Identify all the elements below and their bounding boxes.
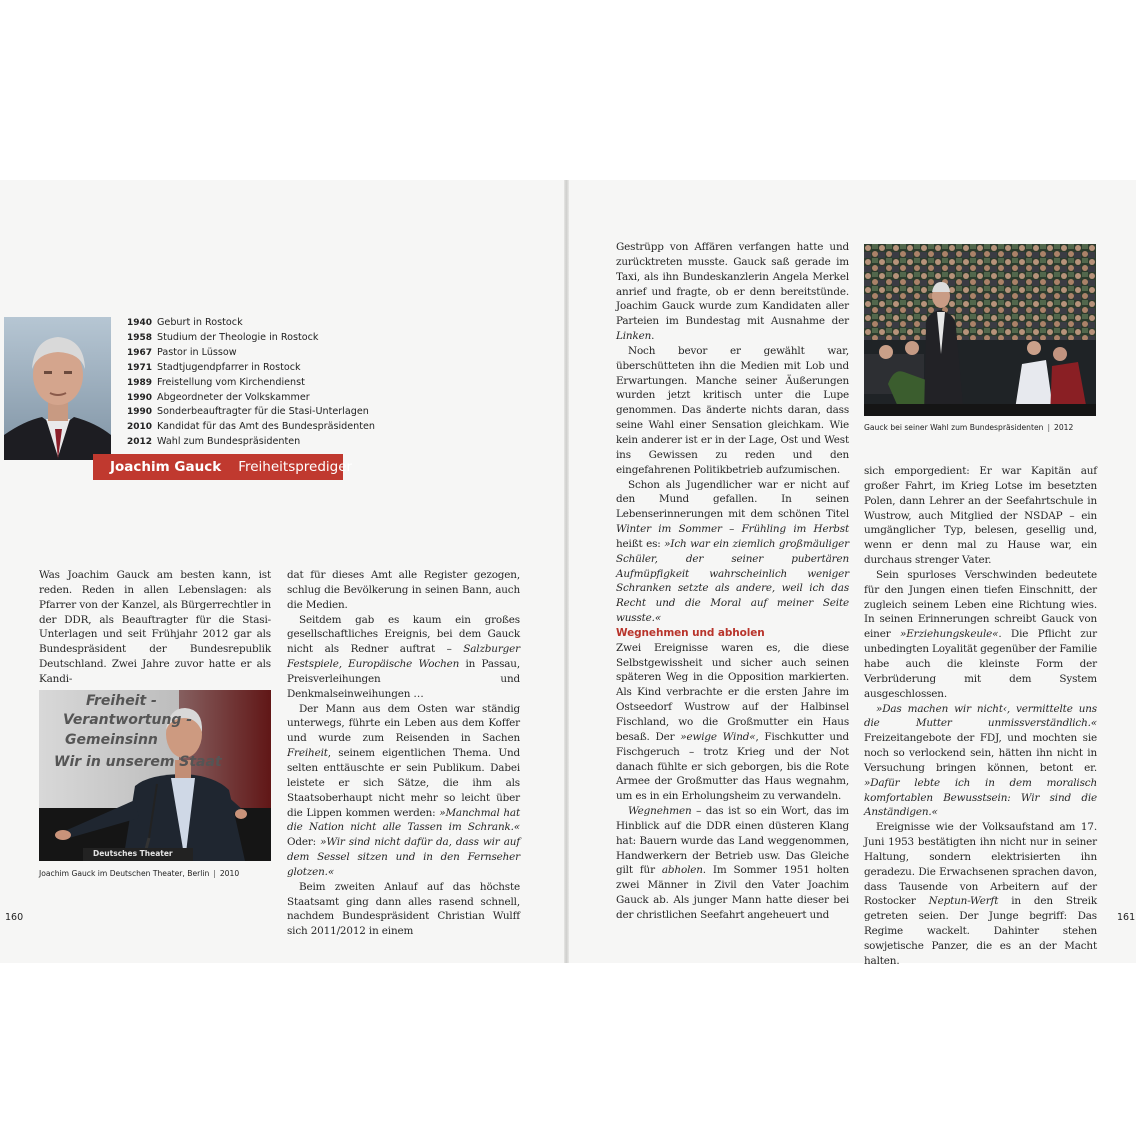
- timeline-event: Wahl zum Bundespräsidenten: [157, 436, 301, 448]
- timeline-event: Geburt in Rostock: [157, 317, 243, 328]
- timeline-event: Stadtjugendpfarrer in Rostock: [157, 361, 301, 373]
- sign-line-1: Freiheit -: [86, 693, 157, 709]
- paragraph: Ereignisse wie der Volksaufstand am 17. Juni 1953 bestätigten ihn nicht nur in seiner Haltung, sondern elektrisierten ihn geradezu. Die Erwachsenen sprachen davon, dass Tausende von Arbeitern auf der Rostocker Neptun-Werft in den Streik getreten seien. Der Junge begriff: Das Regime wackelt. Dahinter stehen sowjetische Panzer, die es an der Macht halten.: [864, 821, 1097, 967]
- timeline-event: Kandidat für das Amt des Bundespräsidenten: [157, 421, 375, 433]
- timeline-year: 1990: [127, 407, 153, 418]
- paragraph: Gestrüpp von Affären verfangen hatte und zurücktreten musste. Gauck saß gerade im Taxi, als ihn Bundeskanzlerin Angela Merkel anrief und fragte, ob er denn bereitstünde. Joachim Gauck wurde zum Kandidaten aller Parteien im Bundestag mit Ausnahme der Linken.: [616, 241, 849, 343]
- timeline-year: 1967: [127, 347, 153, 358]
- timeline-entry: [127, 346, 375, 361]
- timeline-year: 1990: [127, 392, 153, 403]
- sign-line-2: Verantwortung -: [63, 712, 193, 728]
- timeline-entry: [127, 361, 375, 376]
- book-gutter: [564, 180, 569, 963]
- paragraph: sich emporgedient: Er war Kapitän auf großer Fahrt, im Krieg Lotse im besetzten Polen, dann Lehrer an der Seefahrtschule in Wustrow, auch Mitglied der NSDAP – ein umgänglicher Typ, belesen, gesellig und, wenn er denn mal zu Hause war, ein durchaus strenger Vater.: [864, 465, 1097, 567]
- timeline-entry: [127, 435, 375, 450]
- paragraph: Seitdem gab es kaum ein großes gesellschaftliches Ereignis, bei dem Gauck nicht als Redner auftrat – Salzburger Festspiele, Europäische Wochen in Passau, Preisverleihungen und Denkmalseinweihungen …: [287, 613, 520, 700]
- timeline-event: Studium der Theologie in Rostock: [157, 331, 319, 343]
- timeline-entry: [127, 391, 375, 406]
- theater-photo: [39, 690, 271, 861]
- page-number-left: 160: [5, 912, 24, 923]
- sign-line-4: Wir in unserem Staat: [54, 754, 222, 770]
- text-column-4: [864, 464, 1097, 969]
- paragraph: dat für dieses Amt alle Register gezogen, schlug die Bevölkerung in seinen Bann, auch die Medien.: [287, 569, 520, 611]
- sign-line-3: Gemeinsinn: [65, 732, 158, 748]
- timeline-event: Pastor in Lüssow: [157, 346, 237, 358]
- paragraph: Sein spurloses Verschwinden bedeutete für den Jungen einen tiefen Einschnitt, der zugleich seinem Leben eine Richtung wies. In seinen Erinnerungen schreibt Gauck von einer »Erziehungskeule«. Die Pflicht zur unbedingten Loyalität gegenüber der Familie habe auch die kleinste Form der Verbrüderung mit dem System ausgeschlossen.: [864, 568, 1097, 700]
- text-column-3: [616, 240, 849, 923]
- paragraph: »Das machen wir nicht‹, vermittelte uns die Mutter unmissverständlich.« Freizeitangebote der FDJ, und mochten sie noch so verlockend sein, hätten ihn nicht in Versuchung bringen können, betont er. »Dafür lebte ich in dem moralisch komfortablen Bewusstsein: Wir sind die Anständigen.«: [864, 702, 1097, 819]
- caption-year: 2012: [1054, 423, 1074, 432]
- caption-text: Joachim Gauck im Deutschen Theater, Berlin: [39, 869, 210, 878]
- timeline-entry: [127, 331, 375, 346]
- paragraph: Was Joachim Gauck am besten kann, ist reden. Reden in allen Lebenslagen: als Pfarrer von der Kanzel, als Bürgerrechtler in der DDR, als Beauftragter für die Stasi-Unterlagen und seit Frühjahr 2012 gar als Bundespräsident der Bundesrepublik Deutschland. Zwei Jahre zuvor hatte er als Kandi-: [39, 569, 271, 685]
- timeline-event: Freistellung vom Kirchendienst: [157, 376, 305, 388]
- paragraph: Noch bevor er gewählt war, überschütteten ihn die Medien mit Lob und Erwartungen. Manche seiner Äußerungen wurden jetzt kritisch unter die Lupe genommen. Das änderte nichts daran, dass seine Wahl einer Sensation gleichkam. Wie kein anderer ist er in der Lage, Ost und West ins Gewissen zu reden und den eingefahrenen Politikbetrieb aufzumischen.: [616, 344, 849, 476]
- timeline-event: Sonderbeauftragter für die Stasi-Unterlagen: [157, 406, 369, 418]
- timeline-event: Abgeordneter der Volkskammer: [157, 391, 310, 403]
- timeline-year: 2010: [127, 422, 153, 433]
- timeline-year: 1989: [127, 377, 153, 388]
- podium-label: Deutsches Theater: [93, 849, 173, 858]
- book-spread: [0, 180, 1136, 967]
- page-number-right: 161: [1117, 912, 1136, 923]
- text-column-2: [287, 568, 520, 939]
- banner-subtitle: Freiheitsprediger: [238, 459, 353, 475]
- timeline-entry: [127, 405, 375, 420]
- banner-name: Joachim Gauck: [110, 459, 222, 475]
- timeline-year: 1958: [127, 332, 153, 343]
- photo-caption-right: Gauck bei seiner Wahl zum Bundespräsidenten | 2012: [864, 423, 1074, 432]
- paragraph: Zwei Ereignisse waren es, die diese Selbstgewissheit und sicher auch seinen späteren Weg in die Opposition markierten. Als Kind verbrachte er die ersten Jahre im Ostseedorf Wustrow auf der Halbinsel Fischland, wo die Großmutter ein Haus besaß. Der »ewige Wind«, Fischkutter und Fischgeruch – trotz Krieg und der Not danach fühlte er sich geborgen, bis die Rote Armee der Großmutter das Haus wegnahm, um es in ein Erholungsheim zu verwandeln.: [616, 641, 849, 803]
- timeline: [127, 316, 375, 450]
- timeline-year: 1971: [127, 362, 153, 373]
- timeline-entry: [127, 316, 375, 331]
- caption-text: Gauck bei seiner Wahl zum Bundespräsidenten: [864, 423, 1044, 432]
- paragraph: Schon als Jugendlicher war er nicht auf den Mund gefallen. In seinen Lebenserinnerungen mit dem schönen Titel Winter im Sommer – Frühling im Herbst heißt es: »Ich war ein ziemlich großmäuliger Schüler, der seiner pubertären Aufmüpfigkeit wahrscheinlich weniger Schranken setzte als andere, weil ich das Recht und die Moral auf meiner Seite wusste.«: [616, 478, 849, 625]
- caption-year: 2010: [219, 869, 240, 878]
- title-banner: [93, 454, 353, 480]
- timeline-year: 2012: [127, 437, 153, 448]
- text-column-1: [39, 568, 271, 687]
- timeline-entry: [127, 420, 375, 435]
- timeline-year: 1940: [127, 318, 153, 328]
- photo-caption-left: Joachim Gauck im Deutschen Theater, Berlin | 2010: [39, 869, 240, 878]
- section-heading: Wegnehmen und abholen: [616, 626, 765, 639]
- paragraph: Beim zweiten Anlauf auf das höchste Staatsamt ging dann alles rasend schnell, nachdem Bundespräsident Christian Wulff sich 2011/2012 in einem: [287, 880, 520, 938]
- paragraph: Wegnehmen – das ist so ein Wort, das im Hinblick auf die DDR einen düsteren Klang hat: Bauern wurde das Land weggenommen, Handwerkern der Betrieb usw. Das Gleiche gilt für abholen. Im Sommer 1951 holten zwei Männer in Zivil den Vater Joachim Gauck ab. Als junger Mann hatte dieser bei der christlichen Seefahrt angeheuert und: [616, 805, 850, 921]
- portrait-photo: [4, 317, 111, 460]
- timeline-entry: [127, 376, 375, 391]
- paragraph: Der Mann aus dem Osten war ständig unterwegs, führte ein Leben aus dem Koffer und wurde zum Reisenden in Sachen Freiheit, seinem eigentlichen Thema. Und selten enttäuschte er sein Publikum. Dabei leistete er sich Sätze, die ihm als Staatsoberhaupt nicht mehr so leicht über die Lippen kommen werden: »Manchmal hat die Nation nicht alle Tassen im Schrank.« Oder: »Wir sind nicht dafür da, dass wir auf dem Sessel sitzen und in den Fernseher glotzen.«: [287, 702, 520, 878]
- election-photo: [864, 244, 1096, 416]
